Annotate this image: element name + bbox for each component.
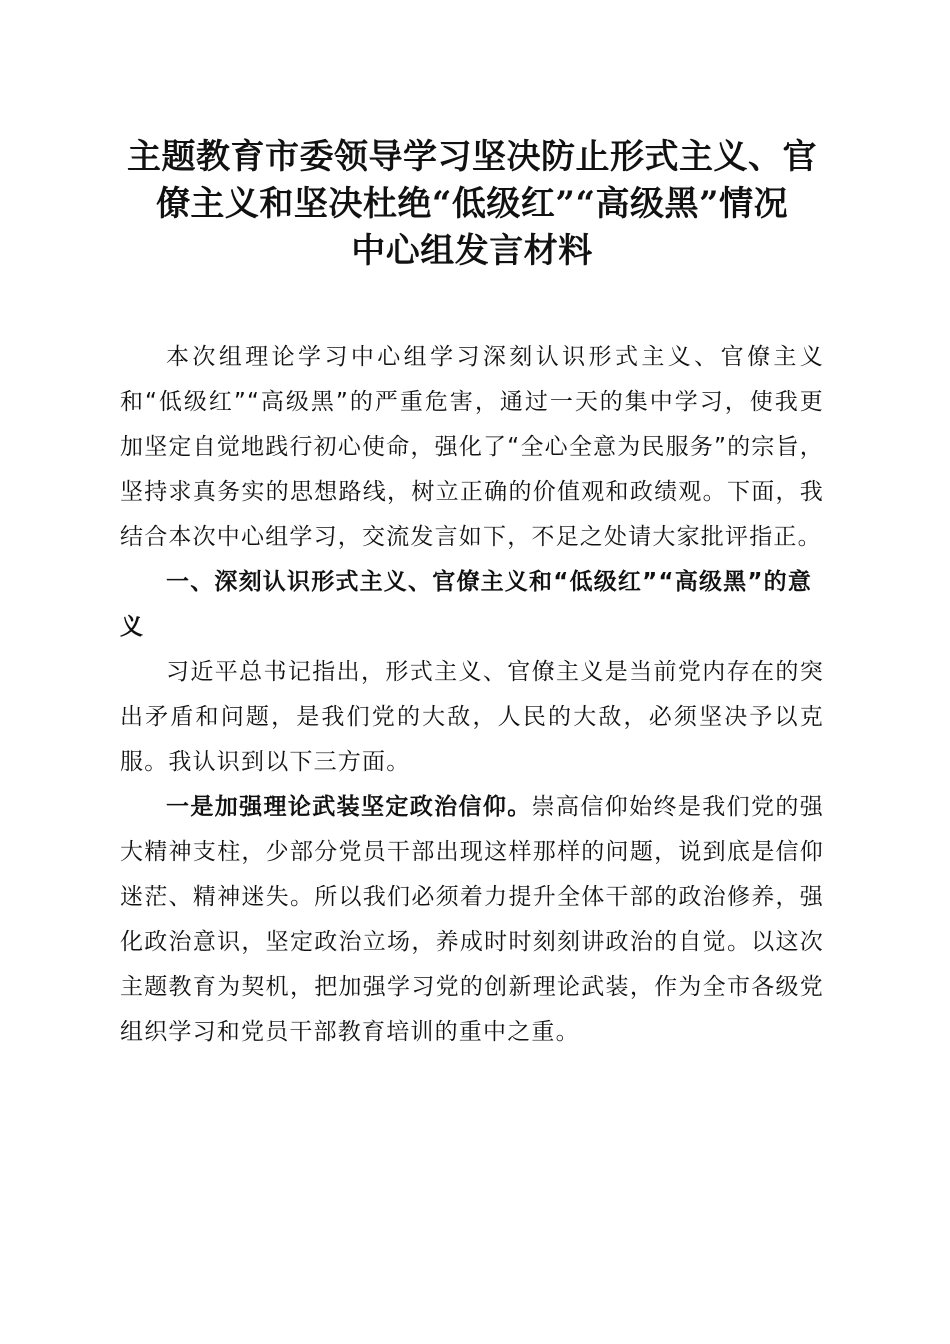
intro-paragraph: 本次组理论学习中心组学习深刻认识形式主义、官僚主义和“低级红”“高级黑”的严重危害，通过一天的集中学习，使我更加坚定自觉地践行初心使命，强化了“全心全意为民服务”的宗旨，坚持求真务实的思想路线，树立正确的价值观和政绩观。下面，我结合本次中心组学习，交流发言如下，不足之处请大家批评指正。 [120,344,824,550]
document-title [120,134,824,275]
point-1-text: 崇高信仰始终是我们党的强大精神支柱，少部分党员干部出现这样那样的问题，说到底是信仰迷茫、精神迷失。所以我们必须着力提升全体干部的政治修养，强化政治意识，坚定政治立场，养成时时刻刻讲政治的自觉。以这次主题教育为契机，把加强学习党的创新理论武装，作为全市各级党组织学习和党员干部教育培训的重中之重。 [120,794,824,1045]
title-line-2: 僚主义和坚决杜绝“低级红”“高级黑”情况 [155,184,789,224]
section-1-heading: 一、深刻认识形式主义、官僚主义和“低级红”“高级黑”的意义 [120,569,813,640]
title-line-3: 中心组发言材料 [351,231,593,271]
document-page [120,134,824,1055]
document-body [120,335,824,1055]
title-line-1: 主题教育市委领导学习坚决防止形式主义、官 [127,137,817,177]
point-1-paragraph [120,785,824,1055]
point-1-lead: 一是加强理论武装坚定政治信仰。 [166,794,532,820]
section-1-paragraph: 习近平总书记指出，形式主义、官僚主义是当前党内存在的突出矛盾和问题，是我们党的大敌，人民的大敌，必须坚决予以克服。我认识到以下三方面。 [120,659,824,775]
